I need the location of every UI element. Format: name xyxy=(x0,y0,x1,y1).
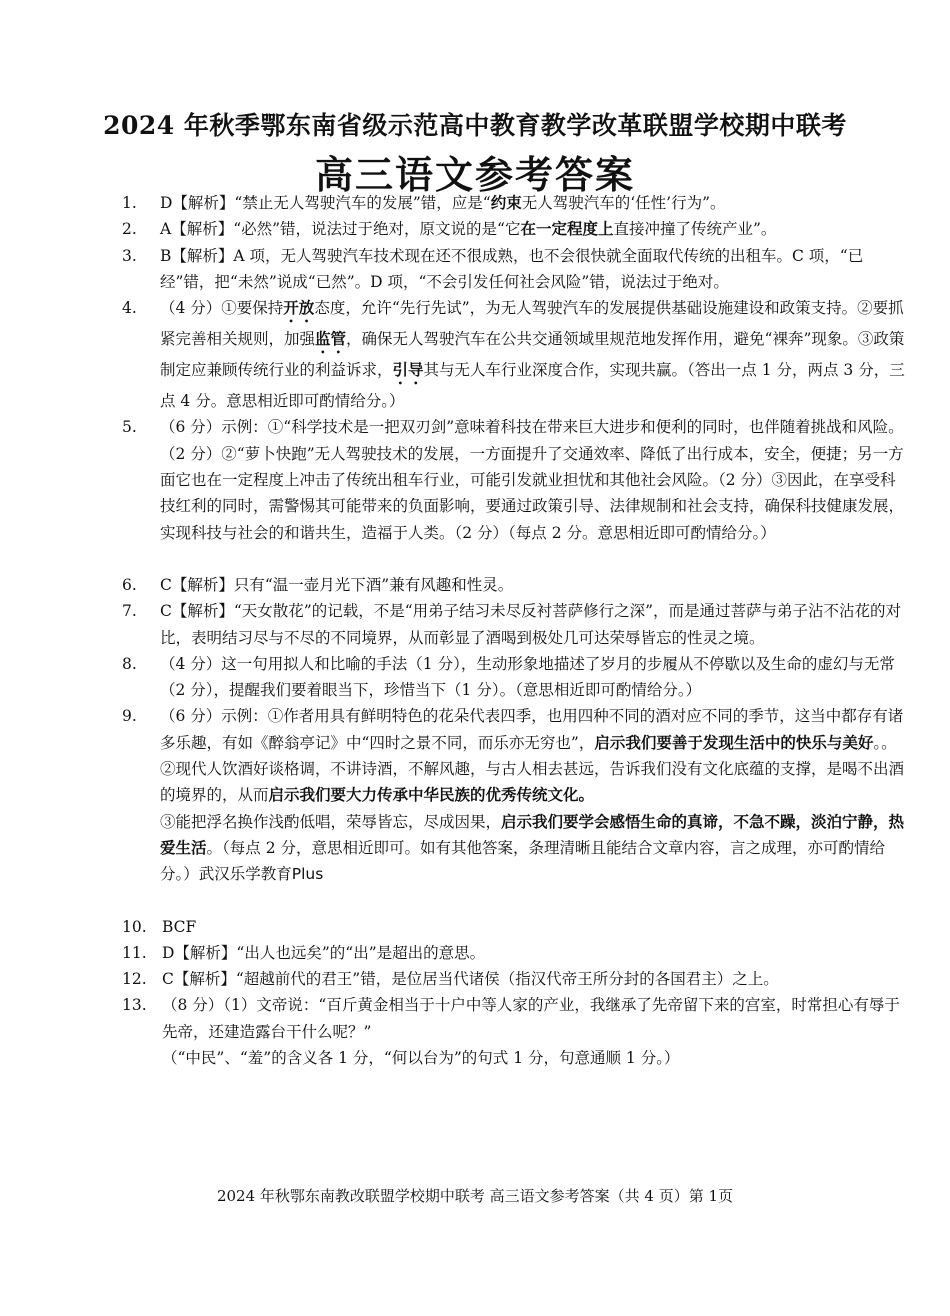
answer-text: D【解析】“出人也远矣”的“出”是超出的意思。 xyxy=(162,943,486,962)
scoring-note: （“中民”、“羞”的含义各 1 分，“何以台为”的句式 1 分，句意通顺 1 分。） xyxy=(162,1049,680,1068)
item-number: 7. xyxy=(122,602,137,621)
item-number: 4. xyxy=(122,299,137,318)
item-number: 3. xyxy=(122,246,137,265)
item-number: 1. xyxy=(122,194,137,212)
answer-item-1 xyxy=(122,190,910,216)
answer-item-2 xyxy=(122,216,910,242)
answer-text: 其与无人车行业深度合作，实现共赢。（答出一点 1 分，两点 3 分，三点 4 分。意思相近即可酌情给分。） xyxy=(160,361,905,411)
answer-text: D【解析】“禁止无人驾驶汽车的发展”错，应是“ xyxy=(160,194,491,212)
item-number: 5. xyxy=(122,418,137,437)
answer-paragraph xyxy=(160,756,910,809)
answer-text: ，确保无人驾驶汽车在公共交通领域里规范地发挥作用，避免“裸奔”现象。③政策制定应兼顾传统行业的利益诉求， xyxy=(160,330,905,380)
answer-text: 。（每点 2 分，意思相近即可。如有其他答案，条理清晰且能结合文章内容，言之成理，亦可酌情给分。）武汉乐学教育 xyxy=(160,838,885,884)
answer-text: B【解析】A 项，无人驾驶汽车技术现在还不很成熟，也不会很快就全面取代传统的出租车。C 项，“已经”错，把“未然”说成“已然”。D 项，“不会引发任何社会风险”错，说法过于绝对。 xyxy=(160,246,864,291)
answer-text: 直接冲撞了传统产业”。 xyxy=(613,220,777,239)
answer-paragraph xyxy=(160,703,910,756)
item-number: 2. xyxy=(122,220,137,239)
answer-text: Plus xyxy=(291,865,324,884)
answer-item-12 xyxy=(122,966,910,992)
answer-item-11 xyxy=(122,940,910,966)
answer-text: 态度，允许“先行先试”，为无人驾驶汽车的发展提供基础设施建设和政策支持。②要抓紧完善相关规则，加强 xyxy=(160,299,904,349)
item-number: 6. xyxy=(122,575,137,594)
answer-item-5 xyxy=(122,414,910,545)
answer-text: C【解析】只有“温一壶月光下酒”兼有风趣和性灵。 xyxy=(160,575,514,594)
answer-text: 无人驾驶汽车的‘任性’行为”。 xyxy=(521,194,726,212)
answer-paragraph xyxy=(160,809,910,888)
page-title: 2024 年秋季鄂东南省级示范高中教育教学改革联盟学校期中联考 xyxy=(103,111,847,140)
answer-text: A【解析】“必然”错，说法过于绝对，原文说的是“它 xyxy=(160,220,521,239)
answer-item-4 xyxy=(122,295,910,414)
answer-item-9 xyxy=(122,703,910,887)
answer-text: （6 分）示例：①作者用具有鲜明特色的花朵代表四季，也用四种不同的酒对应不同的季节，这当中都存有诸多乐趣，有如《醉翁亭记》中“四时之景不同，而乐亦无穷也”， xyxy=(160,707,904,752)
answer-text: （4 分）这一句用拟人和比喻的手法（1 分），生动形象地描述了岁月的步履从不停歇以及生命的虚幻与无常（2 分），提醒我们要着眼当下，珍惜当下（1 分）。（意思相近即可酌情给分。） xyxy=(160,654,895,700)
answer-item-13 xyxy=(122,992,910,1071)
answer-item-10 xyxy=(122,914,910,940)
answer-text: C【解析】“天女散花”的记载，不是“用弟子结习未尽反衬菩萨修行之深”，而是通过菩萨与弟子沾不沾花的对比，表明结习尽与不尽的不同境界，从而彰显了酒喝到极处几可达荣辱皆忘的性灵之境。 xyxy=(160,602,902,647)
answer-item-7 xyxy=(122,598,910,651)
emphasis-text: 约束 xyxy=(490,194,522,212)
section-gap xyxy=(122,888,910,914)
section-gap xyxy=(122,546,910,572)
answer-text: C【解析】“超越前代的君王”错，是位居当代诸侯（指汉代帝王所分封的各国君主）之上。 xyxy=(162,970,779,989)
emphasis-text: 在一定程度上 xyxy=(520,220,614,239)
item-number: 13. xyxy=(122,996,147,1015)
answer-text: 。。 xyxy=(873,733,897,752)
page-subtitle: 高三语文参考答案 xyxy=(314,153,635,197)
emphasis-text: 启示我们要学会感悟生命的真谛，不急不躁，淡泊宁静，热爱生活 xyxy=(160,812,905,857)
item-number: 8. xyxy=(122,654,137,673)
keyword-text: 开放 xyxy=(283,299,315,318)
answer-text: （4 分）①要保持 xyxy=(160,299,284,318)
item-number: 9. xyxy=(122,707,137,726)
item-number: 10. xyxy=(122,917,147,936)
answer-text: （8 分）（1）文帝说：“百斤黄金相当于十户中等人家的产业，我继承了先帝留下来的宫室，时常担心有辱于先帝，还建造露台干什么呢？” xyxy=(162,996,900,1041)
answer-text: （6 分）示例：①“科学技术是一把双刃剑”意味着科技在带来巨大进步和便利的同时，也伴随着挑战和风险。（2 分）②“萝卜快跑”无人驾驶技术的发展，一方面提升了交通效率、降低了出行成本，安全，便捷；另一方面它也在一定程度上冲击了传统出租车行业，可能引发就业担忧和其他社会风险。（2 分）③因此，在享受科技红利的同时，需警惕其可能带来的负面影响，要通过政策引导、法律规制和社会支持，确保科技健康发展，实现科技与社会的和谐共生，造福于人类。（2 分）（每点 2 分。意思相近即可酌情给分。） xyxy=(160,418,905,542)
answer-item-6 xyxy=(122,572,910,598)
emphasis-text: 启示我们要大力传承中华民族的优秀传统文化。 xyxy=(268,786,595,805)
keyword-text: 监管 xyxy=(315,330,347,349)
page-footer: 2024 年秋鄂东南教改联盟学校期中联考 高三语文参考答案（共 4 页）第 1页 xyxy=(216,1187,734,1205)
keyword-text: 引导 xyxy=(392,361,424,380)
answer-body xyxy=(122,190,910,1071)
item-number: 11. xyxy=(122,943,147,962)
item-number: 12. xyxy=(122,970,147,989)
answer-text: BCF xyxy=(162,917,197,936)
answer-text: ②现代人饮酒好谈格调，不讲诗酒，不解风趣，与古人相去甚远，告诉我们没有文化底蕴的支撑，是喝不出酒的境界的，从而 xyxy=(160,760,905,805)
emphasis-text: 启示我们要善于发现生活中的快乐与美好 xyxy=(594,733,874,752)
answer-text: ③能把浮名换作浅酌低唱，荣辱皆忘，尽成因果， xyxy=(160,812,502,831)
answer-item-8 xyxy=(122,651,910,704)
answer-item-3 xyxy=(122,243,910,296)
